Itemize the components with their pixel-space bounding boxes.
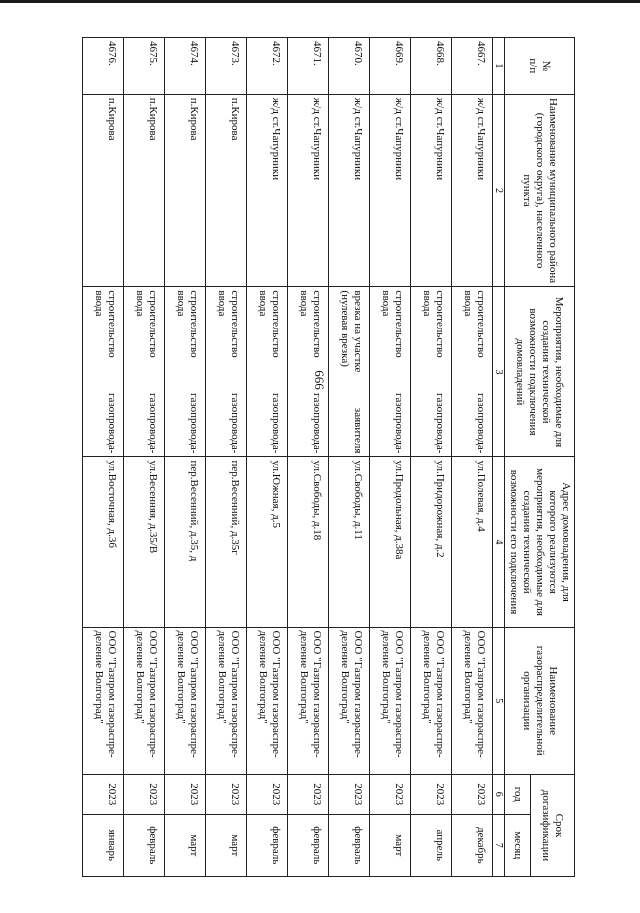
row-measure	[411, 287, 452, 457]
row-measure-c: ввода	[93, 290, 105, 317]
row-measure-a: строительство	[393, 290, 405, 358]
row-month: февраль	[124, 814, 165, 876]
row-measure-a: врезка на участке	[352, 290, 364, 373]
row-number: 4668.	[411, 38, 452, 95]
header-year: год	[505, 774, 531, 814]
row-place: ж/д ст.Чапурники	[411, 94, 452, 287]
table-row	[329, 38, 370, 877]
row-address: ул.Придорожная, д.2	[411, 457, 452, 627]
header-number: № п/п	[505, 38, 575, 95]
row-measure-b: газопровода-	[393, 392, 405, 454]
row-place: ж/д ст.Чапурники	[247, 94, 288, 287]
row-measure	[452, 287, 493, 457]
table-body	[83, 38, 493, 877]
row-measure	[370, 287, 411, 457]
row-number: 4673.	[206, 38, 247, 95]
rotated-table-wrapper	[75, 37, 575, 877]
table-row	[83, 38, 124, 877]
scan-top-edge	[0, 0, 640, 3]
row-year: 2023	[247, 774, 288, 814]
row-measure-c: (нулевая врезка)	[339, 290, 351, 367]
row-measure-b: газопровода-	[311, 392, 323, 454]
row-measure-c: ввода	[175, 290, 187, 317]
row-year: 2023	[83, 774, 124, 814]
row-year: 2023	[411, 774, 452, 814]
row-measure-b: газопровода-	[147, 392, 159, 454]
row-organization: ООО "Газпром газораспре-деление Волгоград"	[165, 627, 206, 774]
row-address: ул.Свободы, д.11	[329, 457, 370, 627]
row-measure-a: строительство	[188, 290, 200, 358]
row-year: 2023	[206, 774, 247, 814]
table-row	[452, 38, 493, 877]
column-number: 2	[493, 94, 505, 287]
table-row	[124, 38, 165, 877]
column-number: 6	[493, 774, 505, 814]
row-organization: ООО "Газпром газораспре-деление Волгоград"	[452, 627, 493, 774]
row-organization: ООО "Газпром газораспре-деление Волгоград"	[124, 627, 165, 774]
row-measure-c: ввода	[298, 290, 310, 317]
row-place: ж/д ст.Чапурники	[452, 94, 493, 287]
row-number: 4674.	[165, 38, 206, 95]
row-organization: ООО "Газпром газораспре-деление Волгоград"	[206, 627, 247, 774]
column-number: 5	[493, 627, 505, 774]
row-number: 4669.	[370, 38, 411, 95]
header-measures: Мероприятия, необходимые для создания технической возможности подключения домовладений	[505, 287, 575, 457]
row-number: 4670.	[329, 38, 370, 95]
row-address: ул.Весенняя, д.35/В	[124, 457, 165, 627]
table-row	[165, 38, 206, 877]
row-measure-c: ввода	[134, 290, 146, 317]
row-measure-b: газопровода-	[434, 392, 446, 454]
page-number: 666	[312, 370, 327, 390]
row-address: ул.Восточная, д.3б	[83, 457, 124, 627]
row-place: п.Кирова	[83, 94, 124, 287]
row-year: 2023	[329, 774, 370, 814]
table-row	[288, 38, 329, 877]
row-month: декабрь	[452, 814, 493, 876]
row-place: п.Кирова	[124, 94, 165, 287]
row-year: 2023	[124, 774, 165, 814]
row-address: ул.Полевая, д.4	[452, 457, 493, 627]
row-measure-a: строительство	[229, 290, 241, 358]
row-measure-a: строительство	[106, 290, 118, 358]
row-month: февраль	[247, 814, 288, 876]
row-measure-b: газопровода-	[106, 392, 118, 454]
row-number: 4672.	[247, 38, 288, 95]
row-place: ж/д ст.Чапурники	[329, 94, 370, 287]
row-measure-c: ввода	[380, 290, 392, 317]
header-address: Адрес домовладения, для которого реализуются мероприятия, необходимые для создания технической возможности его подключения	[505, 457, 575, 627]
row-year: 2023	[452, 774, 493, 814]
column-number: 7	[493, 814, 505, 876]
row-measure-a: строительство	[434, 290, 446, 358]
header-organization: Наименование газораспределительной организации	[505, 627, 575, 774]
column-number: 1	[493, 38, 505, 95]
row-measure-a: строительство	[311, 290, 323, 358]
row-year: 2023	[370, 774, 411, 814]
table-row	[370, 38, 411, 877]
column-numbers-row	[493, 38, 505, 877]
row-year: 2023	[165, 774, 206, 814]
row-address: ул.Продольная, д.38а	[370, 457, 411, 627]
row-measure	[206, 287, 247, 457]
row-address: пер.Весенний, д.35, д	[165, 457, 206, 627]
row-measure-c: ввода	[216, 290, 228, 317]
row-place: п.Кирова	[165, 94, 206, 287]
column-number: 4	[493, 457, 505, 627]
row-measure	[83, 287, 124, 457]
table-row	[411, 38, 452, 877]
column-number: 3	[493, 287, 505, 457]
row-measure-a: строительство	[475, 290, 487, 358]
row-month: март	[206, 814, 247, 876]
row-measure	[288, 287, 329, 457]
row-month: февраль	[329, 814, 370, 876]
row-measure-b: газопровода-	[188, 392, 200, 454]
row-organization: ООО "Газпром газораспре-деление Волгоград"	[83, 627, 124, 774]
row-measure-b: заявителя	[352, 407, 364, 454]
row-measure-b: газопровода-	[229, 392, 241, 454]
row-address: пер.Весенний, д.35г	[206, 457, 247, 627]
row-month: март	[370, 814, 411, 876]
row-month: февраль	[288, 814, 329, 876]
row-organization: ООО "Газпром газораспре-деление Волгоград"	[329, 627, 370, 774]
row-place: ж/д ст.Чапурники	[288, 94, 329, 287]
row-number: 4671.	[288, 38, 329, 95]
row-measure-a: строительство	[147, 290, 159, 358]
row-measure-b: газопровода-	[270, 392, 282, 454]
row-measure-c: ввода	[462, 290, 474, 317]
row-organization: ООО "Газпром газораспре-деление Волгоград"	[411, 627, 452, 774]
row-organization: ООО "Газпром газораспре-деление Волгоград"	[247, 627, 288, 774]
row-measure	[165, 287, 206, 457]
row-measure-c: ввода	[421, 290, 433, 317]
row-measure	[329, 287, 370, 457]
gasification-table	[82, 37, 575, 877]
row-year: 2023	[288, 774, 329, 814]
table-row	[247, 38, 288, 877]
row-place: ж/д ст.Чапурники	[370, 94, 411, 287]
row-measure	[247, 287, 288, 457]
header-municipality: Наименование муниципального района (городского округа), населенного пункта	[505, 94, 575, 287]
row-number: 4676.	[83, 38, 124, 95]
row-month: март	[165, 814, 206, 876]
row-address: ул.Южная, д.5	[247, 457, 288, 627]
row-measure	[124, 287, 165, 457]
row-measure-b: газопровода-	[475, 392, 487, 454]
row-place: п.Кирова	[206, 94, 247, 287]
row-number: 4667.	[452, 38, 493, 95]
row-address: ул.Свободы, д.18	[288, 457, 329, 627]
row-organization: ООО "Газпром газораспре-деление Волгоград"	[288, 627, 329, 774]
row-organization: ООО "Газпром газораспре-деление Волгоград"	[370, 627, 411, 774]
row-month: апрель	[411, 814, 452, 876]
row-month: январь	[83, 814, 124, 876]
header-deadline: Срок догазификации	[530, 774, 574, 876]
row-measure-a: строительство	[270, 290, 282, 358]
header-month: месяц	[505, 814, 531, 876]
row-measure-c: ввода	[257, 290, 269, 317]
row-number: 4675.	[124, 38, 165, 95]
table-row	[206, 38, 247, 877]
